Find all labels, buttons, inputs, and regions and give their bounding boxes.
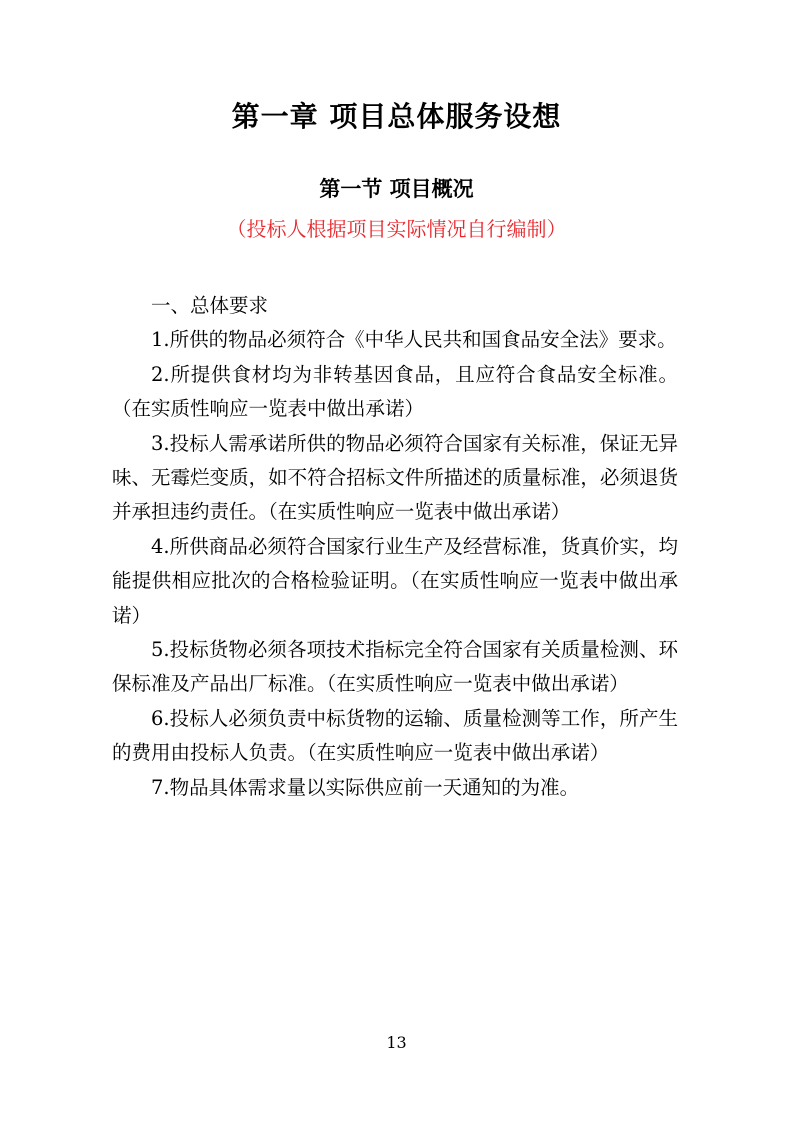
paragraph: 6.投标人必须负责中标货物的运输、质量检测等工作，所产生的费用由投标人负责。（在实质性响应一览表中做出承诺）	[112, 706, 678, 765]
paragraph: 3.投标人需承诺所供的物品必须符合国家有关标准，保证无异味、无霉烂变质，如不符合招标文件所描述的质量标准，必须退货并承担违约责任。（在实质性响应一览表中做出承诺）	[112, 431, 678, 524]
paragraph: 7.物品具体需求量以实际供应前一天通知的为准。	[151, 775, 580, 799]
body-text	[112, 289, 678, 805]
chapter-title: 第一章 项目总体服务设想	[231, 100, 562, 133]
paragraph: 1.所供的物品必须符合《中华人民共和国食品安全法》要求。	[151, 328, 677, 352]
paragraph: 4.所供商品必须符合国家行业生产及经营标准，货真价实，均能提供相应批次的合格检验证明。（在实质性响应一览表中做出承诺）	[112, 534, 678, 627]
page-number: 13	[386, 1033, 407, 1052]
paragraph: 5.投标货物必须各项技术指标完全符合国家有关质量检测、环保标准及产品出厂标准。（在实质性响应一览表中做出承诺）	[112, 638, 678, 696]
paragraph-heading: 一、总体要求	[151, 294, 269, 317]
section-title: 第一节 项目概况	[319, 177, 474, 201]
section-note: （投标人根据项目实际情况自行编制）	[226, 217, 567, 241]
paragraph: 2.所提供食材均为非转基因食品，且应符合食品安全标准。（在实质性响应一览表中做出承诺）	[112, 362, 678, 421]
